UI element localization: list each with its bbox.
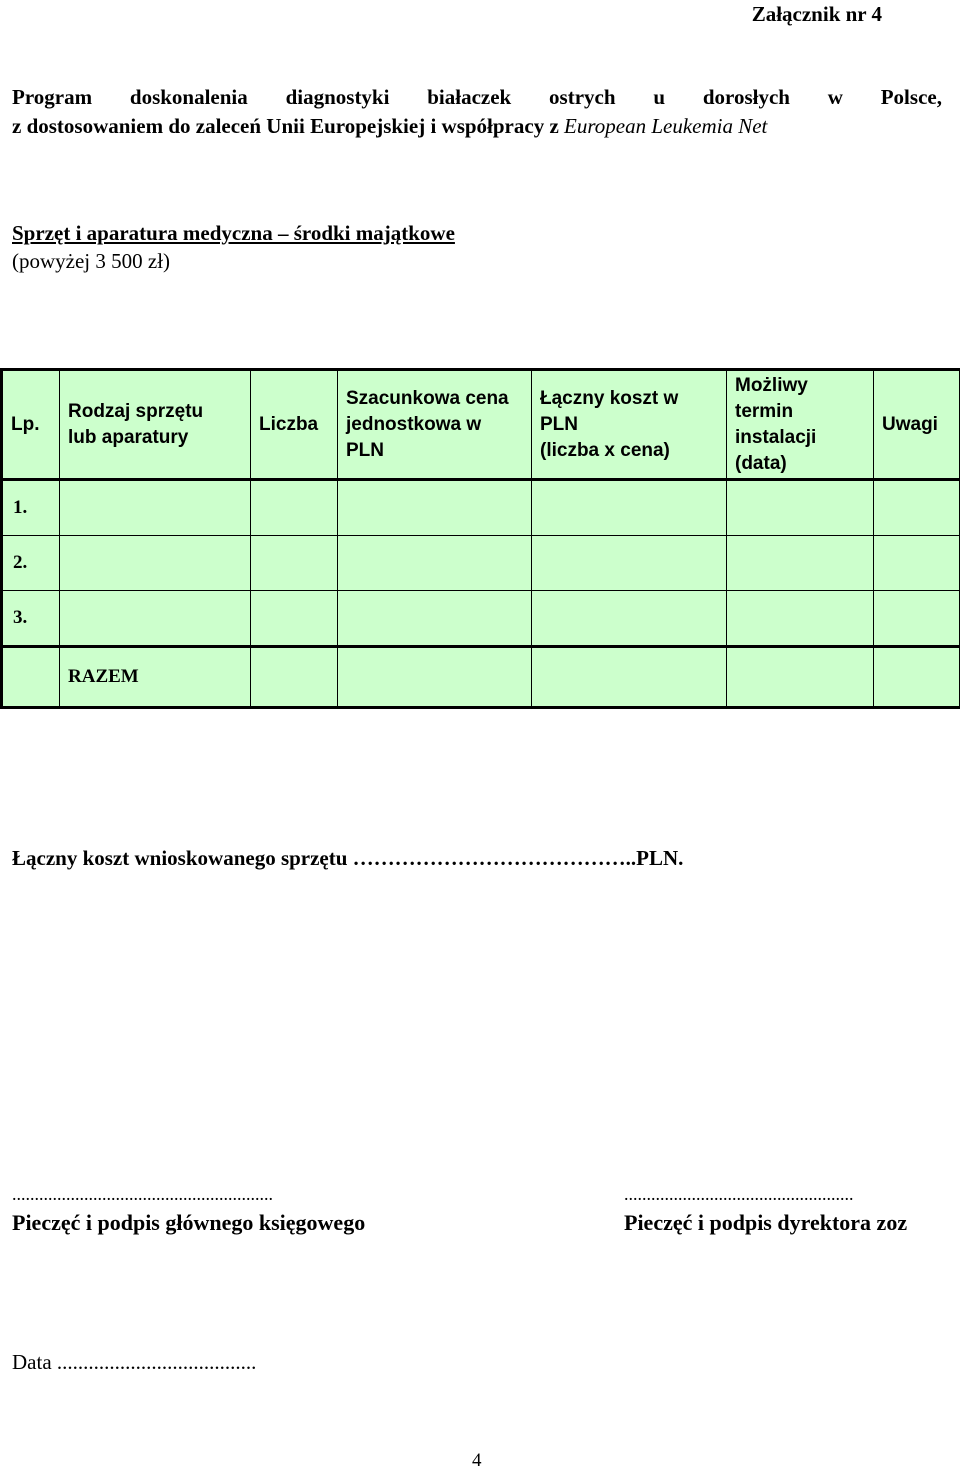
row-number: 3. [3,591,60,647]
total-cost[interactable] [532,647,727,707]
program-word: ostrych [549,85,616,109]
cell-equipment-type[interactable] [60,536,251,591]
header-lp: Lp. [3,371,60,480]
program-word: doskonalenia [129,85,248,109]
table-row [3,591,960,647]
cell-total-cost[interactable] [532,591,727,647]
cell-notes[interactable] [874,480,960,536]
cell-unit-price[interactable] [338,536,532,591]
cell-install-date[interactable] [727,536,874,591]
cell-equipment-type[interactable] [60,480,251,536]
program-word: Program [12,85,93,109]
row-number: 1. [3,480,60,536]
program-line2-italic: European Leukemia Net [564,114,768,138]
page-number: 4 [472,1450,482,1471]
header-equipment-type: Rodzaj sprzętu lub aparatury [60,371,251,480]
section-subtitle: (powyżej 3 500 zł) [12,249,171,273]
cell-total-cost[interactable] [532,536,727,591]
header-count: Liczba [251,371,338,480]
signature-line-director: ................................................... [624,1184,854,1204]
total-unit-price[interactable] [338,647,532,707]
cell-unit-price[interactable] [338,480,532,536]
program-word: diagnostyki [285,85,390,109]
program-word: dorosłych [702,85,790,109]
table-header-row [3,371,960,480]
cell-total-cost[interactable] [532,480,727,536]
table-total-row [3,647,960,707]
date-field: Data ...................................... [12,1350,257,1374]
section-title: Sprzęt i aparatura medyczna – środki majątkowe [12,221,455,245]
cell-count[interactable] [251,480,338,536]
cell-unit-price[interactable] [338,591,532,647]
header-notes: Uwagi [874,371,960,480]
table-row [3,480,960,536]
program-title-line-1 [12,83,942,112]
header-install-date: Możliwy termin instalacji (data) [727,371,874,480]
total-count[interactable] [251,647,338,707]
signature-line-chief-accountant: .......................................................... [12,1184,273,1204]
cell-count[interactable] [251,536,338,591]
cell-install-date[interactable] [727,591,874,647]
total-install-date[interactable] [727,647,874,707]
program-word: białaczek [427,85,512,109]
cell-count[interactable] [251,591,338,647]
program-word: Polsce, [880,85,942,109]
cell-equipment-type[interactable] [60,591,251,647]
program-line2-plain: z dostosowaniem do zaleceń Unii Europejskiej i współpracy z [12,114,565,138]
signature-label-chief-accountant: Pieczęć i podpis głównego księgowego [12,1210,366,1235]
total-label: RAZEM [60,647,251,707]
annex-label: Załącznik nr 4 [751,2,882,26]
total-row-lp [3,647,60,707]
cell-install-date[interactable] [727,480,874,536]
cell-notes[interactable] [874,536,960,591]
equipment-table [2,370,960,707]
program-word: w [827,85,843,109]
program-title-line-2 [12,112,942,141]
signature-label-director: Pieczęć i podpis dyrektora zoz [624,1210,908,1235]
row-number: 2. [3,536,60,591]
header-total-cost: Łączny koszt w PLN (liczba x cena) [532,371,727,480]
header-unit-price: Szacunkowa cena jednostkowa w PLN [338,371,532,480]
total-notes[interactable] [874,647,960,707]
program-word: u [653,85,666,109]
table-row [3,536,960,591]
total-requested-cost: Łączny koszt wnioskowanego sprzętu …………………………………..PLN. [12,846,684,870]
cell-notes[interactable] [874,591,960,647]
